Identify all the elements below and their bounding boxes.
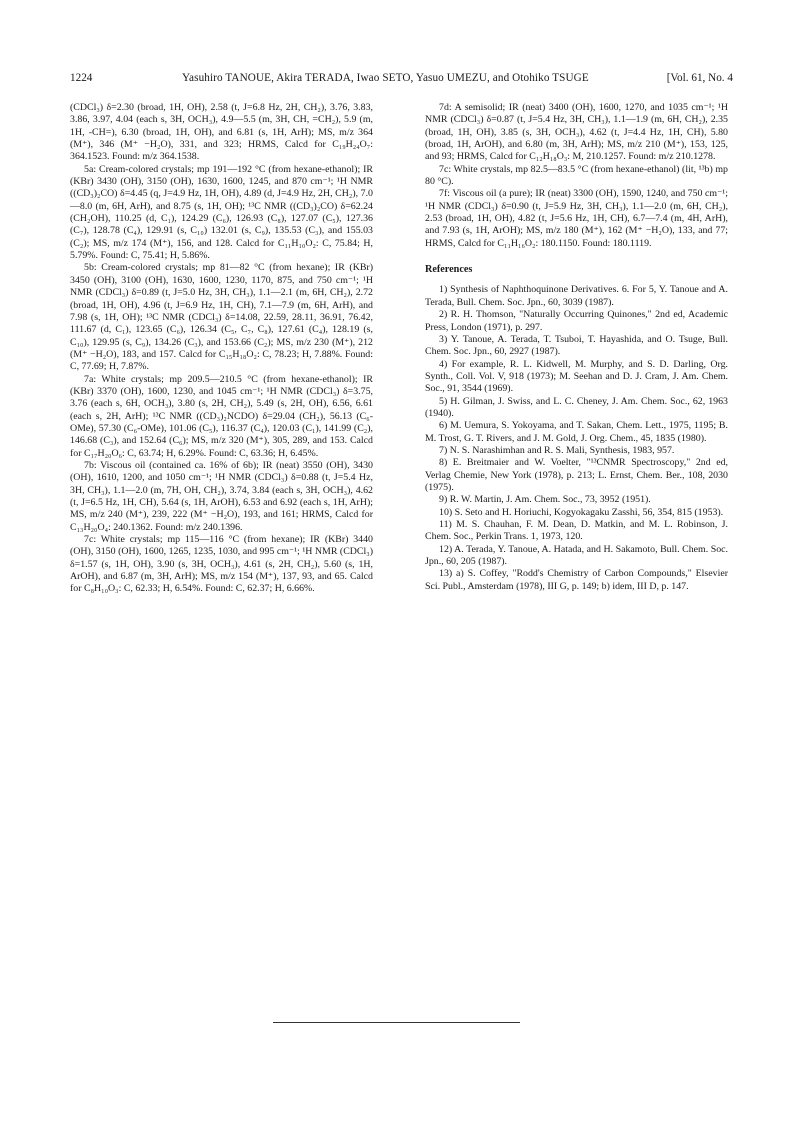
left-column <box>70 102 373 596</box>
end-rule <box>273 1022 520 1023</box>
volume-info: [Vol. 61, No. 4 <box>666 72 733 84</box>
references-list <box>425 284 728 593</box>
reference-item: 9) R. W. Martin, J. Am. Chem. Soc., 73, 3952 (1951). <box>439 494 651 506</box>
paragraph: 7b: Viscous oil (contained ca. 16% of 6b); IR (neat) 3550 (OH), 3430 (OH), 1610, 1200, and 1050 cm⁻¹; ¹H NMR (CDCl₃) δ=0.88 (t, J=5.4 Hz, 3H, CH₃), 1.1—2.0 (m, 7H, OH, CH₂), 3.74, 3.84 (each s, 3H, OCH₃), 4.62 (t, J=6.5 Hz, 1H, CH), 5.64 (s, 1H, ArOH), 6.53 and 6.92 (each s, 1H, ArH); MS, m/z 240 (M⁺), 239, 222 (M⁺ −H₂O), 193, and 161; HRMS, Calcd for C₁₃H₂₀O₄: 240.1362. Found: m/z 240.1396. <box>70 459 373 533</box>
reference-item: 13) a) S. Coffey, "Rodd's Chemistry of Carbon Compounds," Elsevier Sci. Publ., Amsterdam (1978), III G, p. 149; b) idem, III D, p. 147. <box>425 568 728 592</box>
reference-item: 5) H. Gilman, J. Swiss, and L. C. Cheney, J. Am. Chem. Soc., 62, 1963 (1940). <box>425 395 728 419</box>
reference-item: 12) A. Terada, Y. Tanoue, A. Hatada, and H. Sakamoto, Bull. Chem. Soc. Jpn., 60, 205 (1987). <box>425 543 728 568</box>
paragraph: 5a: Cream-colored crystals; mp 191—192 °C (from hexane-ethanol); IR (KBr) 3430 (OH), 3150 (OH), 1630, 1600, 1245, and 870 cm⁻¹; ¹H NMR ((CD₃)₂CO) δ=4.45 (q, J=4.9 Hz, 1H, OH), 4.89 (d, J=4.9 Hz, 2H, CH₂), 7.0—8.0 (m, 6H, ArH), and 8.75 (s, 1H, OH); ¹³C NMR ((CD₃)₂CO) δ=62.24 (CH₂OH), 110.25 (d, C₁), 124.29 (C₆), 126.93 (C₈), 127.07 (C₅), 127.36 (C₇), 128.78 (C₄), 129.91 (s, C₁₀) 132.01 (s, C₉), 135.53 (C₃), and 155.03 (C₂); MS, m/z 174 (M⁺), 156, and 128. Calcd for C₁₁H₁₀O₂: C, 75.84; H, 5.79%. Found: C, 75.41; H, 5.86%. <box>70 163 373 262</box>
paragraph: 5b: Cream-colored crystals; mp 81—82 °C (from hexane); IR (KBr) 3450 (OH), 3100 (OH), 1630, 1600, 1230, 1170, 875, and 750 cm⁻¹; ¹H NMR (CDCl₃) δ=0.89 (t, J=5.0 Hz, 3H, CH₃), 1.1—2.1 (m, 6H, CH₂), 2.72 (broad, 1H, OH), 4.96 (t, J=6.9 Hz, 1H, CH), 7.1—7.9 (m, 6H, ArH), and 7.98 (s, 1H, OH); ¹³C NMR (CDCl₃) δ=14.08, 22.59, 28.11, 36.91, 76.42, 111.67 (d, C₁), 123.65 (C₆), 126.34 (C₅, C₇, C₈), 127.61 (C₄), 128.19 (s, C₁₀), 129.95 (s, C₉), 134.26 (C₃), and 153.66 (C₂); MS, m/z 230 (M⁺), 212 (M⁺ −H₂O), 183, and 157. Calcd for C₁₅H₁₈O₂: C, 78.23; H, 7.88%. Found: C, 77.69; H, 7.87%. <box>70 262 373 373</box>
reference-item: 7) N. S. Narashimhan and R. S. Mali, Synthesis, 1983, 957. <box>439 444 675 456</box>
paragraph: 7c: White crystals, mp 82.5—83.5 °C (from hexane-ethanol) (lit, ¹³b) mp 80 °C). <box>425 163 728 188</box>
paragraph: 7c: White crystals; mp 115—116 °C (from hexane); IR (KBr) 3440 (OH), 3150 (OH), 1600, 1265, 1235, 1030, and 995 cm⁻¹; ¹H NMR (CDCl₃) δ=1.57 (s, 1H, OH), 3.90 (s, 3H, OCH₃), 4.61 (s, 2H, CH₂), 5.60 (s, 1H, ArOH), and 6.87 (m, 3H, ArH); MS, m/z 154 (M⁺), 137, 93, and 65. Calcd for C₈H₁₀O₃: C, 62.33; H, 6.54%. Found: C, 62.37; H, 6.66%. <box>70 534 373 595</box>
paragraph: 7d: A semisolid; IR (neat) 3400 (OH), 1600, 1270, and 1035 cm⁻¹; ¹H NMR (CDCl₃) δ=0.87 (t, J=5.4 Hz, 3H, CH₃), 1.1—1.9 (m, 6H, CH₂), 2.35 (broad, 1H, OH), 3.85 (s, 3H, OCH₃), 4.62 (t, J=4.4 Hz, 1H, CH), 5.80 (broad, 1H, ArOH), and 6.80 (m, 3H, ArH); MS, m/z 210 (M⁺), 153, 125, and 93; HRMS, Calcd for C₁₂H₁₈O₃: M, 210.1257. Found: m/z 210.1278. <box>425 102 728 163</box>
paragraph: 7a: White crystals; mp 209.5—210.5 °C (from hexane-ethanol); IR (KBr) 3370 (OH), 1600, 1230, and 1045 cm⁻¹; ¹H NMR (CDCl₃) δ=3.75, 3.76 (each s, 6H, OCH₃), 3.80 (s, 2H, CH₂), 5.49 (s, 2H, OH), 6.56, 6.61 (each s, 2H, ArH); ¹³C NMR ((CD₃)₂NCDO) δ=29.04 (CH₂), 56.13 (C₆-OMe), 57.30 (C₆-OMe), 101.06 (C₅), 116.37 (C₄), 120.03 (C₁), 141.99 (C₂), 146.68 (C₃), and 152.64 (C₆); MS, m/z 320 (M⁺), 305, 289, and 153. Calcd for C₁₇H₂₀O₆: C, 63.74; H, 6.29%. Found: C, 63.36; H, 6.45%. <box>70 373 373 459</box>
reference-item: 11) M. S. Chauhan, F. M. Dean, D. Matkin, and M. L. Robinson, J. Chem. Soc., Perkin Trans. 1, 1973, 120. <box>425 519 728 543</box>
reference-item: 10) S. Seto and H. Horiuchi, Kogyokagaku Zasshi, 56, 354, 815 (1953). <box>439 506 724 518</box>
paragraph: 7f: Viscous oil (a pure); IR (neat) 3300 (OH), 1590, 1240, and 750 cm⁻¹; ¹H NMR (CDCl₃) δ=0.90 (t, J=5.9 Hz, 3H, CH₃), 1.1—2.0 (m, 6H, CH₂), 2.53 (broad, 1H, OH), 4.82 (t, J=5.6 Hz, 1H, CH), 6.7—7.4 (m, 4H, ArH), and 7.93 (s, 1H, ArOH); MS, m/z 180 (M⁺), 162 (M⁺ −H₂O), 133, and 77; HRMS, Calcd for C₁₁H₁₆O₂: 180.1150. Found: 180.1119. <box>425 188 728 249</box>
reference-item: 8) E. Breitmaier and W. Voelter, "¹³CNMR Spectroscopy," 2nd ed, Verlag Chemie, New York (1978), p. 213; L. Ernst, Chem. Ber., 108, 2030 (1975). <box>425 457 728 493</box>
page-number: 1224 <box>70 72 93 84</box>
running-head-authors: Yasuhiro TANOUE, Akira TERADA, Iwao SETO, Yasuo UMEZU, and Otohiko TSUGE <box>182 72 589 84</box>
reference-item: 4) For example, R. L. Kidwell, M. Murphy, and S. D. Darling, Org. Synth., Coll. Vol. V, 918 (1973); M. Seehan and D. J. Cram, J. Am. Chem. Soc., 91, 3544 (1969). <box>425 358 728 395</box>
paragraph: (CDCl₃) δ=2.30 (broad, 1H, OH), 2.58 (t, J=6.8 Hz, 2H, CH₂), 3.76, 3.83, 3.86, 3.97, 4.04 (each s, 3H, OCH₃), 4.9—5.5 (m, 3H, CH, =CH₂), 5.9 (m, 1H, -CH=), 6.30 (broad, 1H, OH), and 6.81 (s, 1H, ArH); MS, m/z 364 (M⁺), 346 (M⁺ −H₂O), 331, and 323; HRMS, Calcd for C₁₉H₂₄O₇: 364.1523. Found: m/z 364.1538. <box>70 102 373 163</box>
reference-item: 6) M. Uemura, S. Yokoyama, and T. Sakan, Chem. Lett., 1975, 1195; B. M. Trost, G. T. Rivers, and J. M. Gold, J. Org. Chem., 45, 1835 (1980). <box>425 420 728 444</box>
reference-item: 2) R. H. Thomson, "Naturally Occurring Quinones," 2nd ed, Academic Press, London (1971), p. 297. <box>425 309 728 333</box>
reference-item: 3) Y. Tanoue, A. Terada, T. Tsuboi, T. Hayashida, and O. Tsuge, Bull. Chem. Soc. Jpn., 60, 2927 (1987). <box>425 333 728 358</box>
right-column <box>425 102 728 593</box>
references-heading: References <box>425 264 473 276</box>
page-header <box>70 71 733 87</box>
reference-item: 1) Synthesis of Naphthoquinone Derivatives. 6. For 5, Y. Tanoue and A. Terada, Bull. Chem. Soc. Jpn., 60, 3039 (1987). <box>425 284 728 308</box>
